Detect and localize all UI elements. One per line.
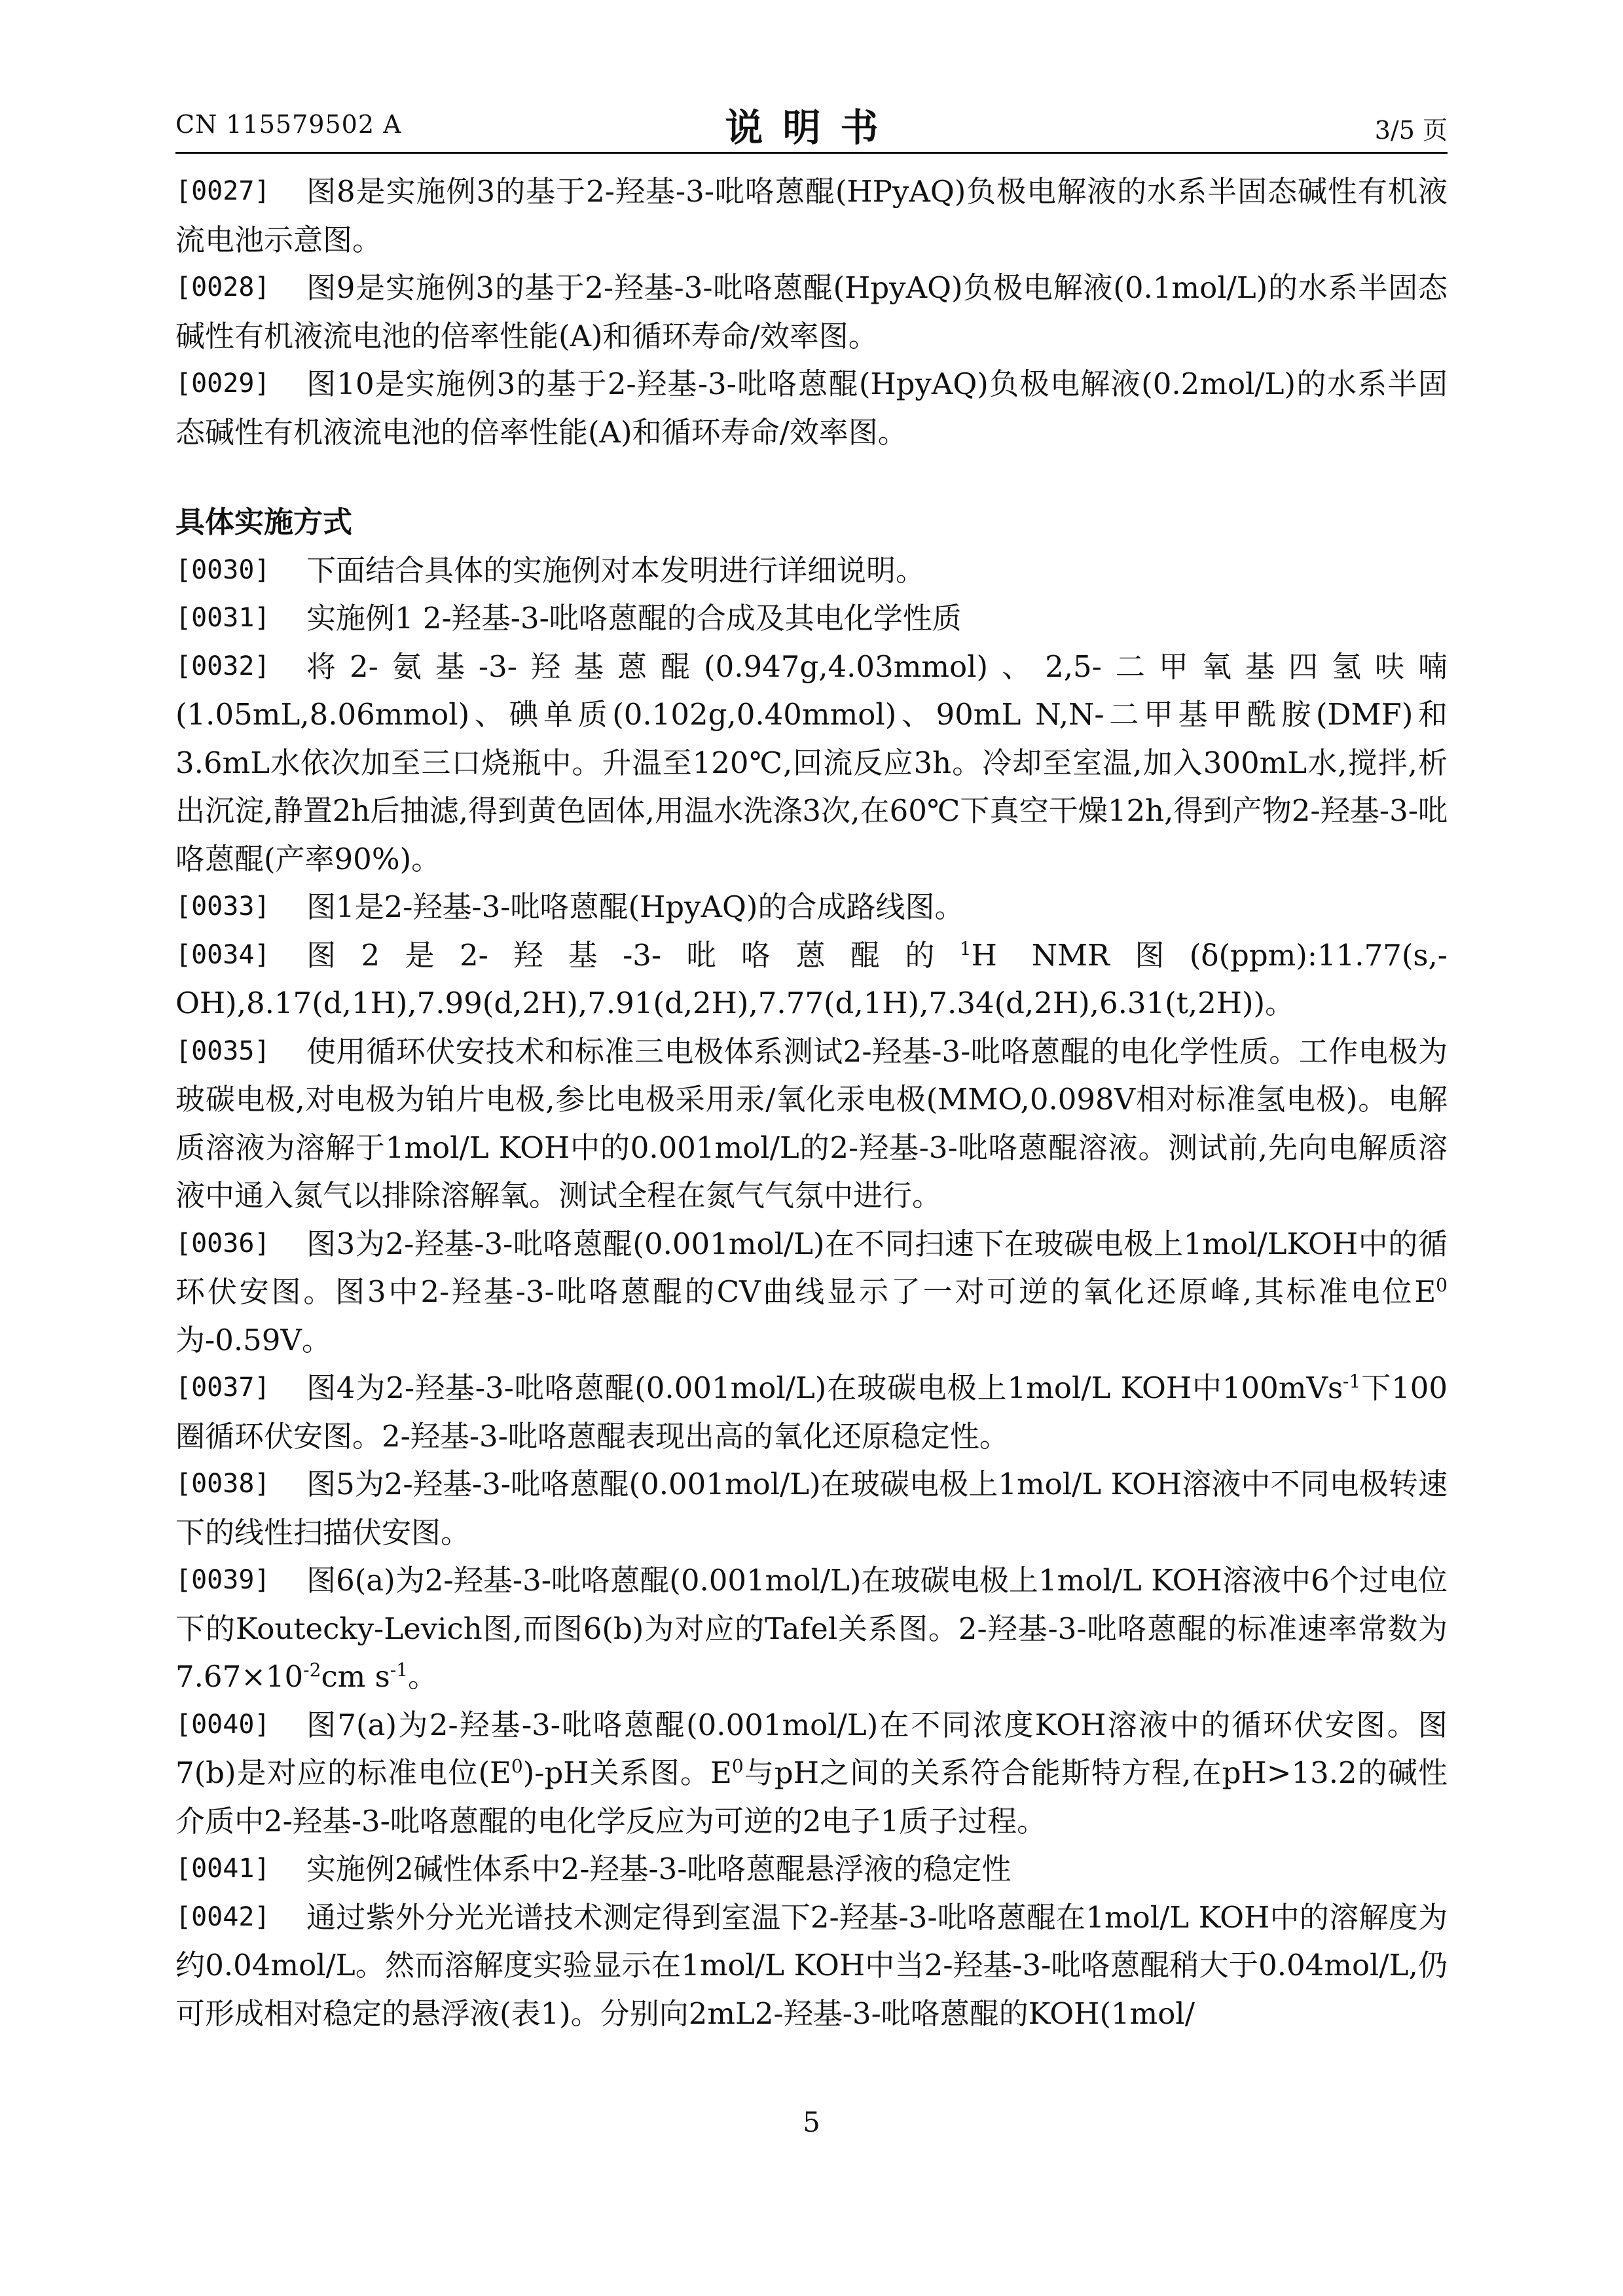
paragraph-number: [0037]: [175, 1372, 270, 1403]
paragraph-0032: [175, 643, 1448, 884]
section-heading: 具体实施方式: [175, 505, 353, 539]
paragraph-text: 使用循环伏安技术和标准三电极体系测试2-羟基-3-吡咯蒽醌的电化学性质。工作电极为玻碳电极,对电极为铂片电极,参比电极采用汞/氧化汞电极(MMO,0.098V相对标准氢电极)。电解质溶液为溶解于1mol/L KOH中的0.001mol/L的2-羟基-3-吡咯蒽醌溶液。测试前,先向电解质溶液中通入氮气以排除溶解氧。测试全程在氮气气氛中进行。: [175, 1033, 1448, 1213]
paragraph-number: [0033]: [175, 891, 270, 922]
paragraph-text: 下面结合具体的实施例对本发明进行详细说明。: [306, 552, 926, 588]
text-segment: )-pH关系图。E: [522, 1755, 732, 1790]
paragraph-text: [175, 1556, 1448, 1701]
text-segment: 图3为2-羟基-3-吡咯蒽醌(0.001mol/L)在不同扫速下在玻碳电极上1mol/LKOH中的循环伏安图。图3中2-羟基-3-吡咯蒽醌的CV曲线显示了一对可逆的氧化还原峰,其标准电位E: [175, 1226, 1448, 1309]
paragraph-number: [0030]: [175, 554, 270, 585]
paragraph-0030: [175, 547, 1448, 595]
paragraph-number: [0034]: [175, 939, 270, 970]
superscript: 1: [959, 937, 972, 960]
paragraph-number: [0032]: [175, 651, 270, 681]
superscript: -1: [390, 1659, 409, 1681]
text-segment: 为-0.59V。: [175, 1322, 331, 1357]
paragraph-0033: [175, 883, 1448, 931]
text-segment: 。: [408, 1659, 438, 1694]
document-body: [175, 168, 1448, 2037]
paragraph-number: [0038]: [175, 1469, 270, 1499]
paragraph-text: 图1是2-羟基-3-吡咯蒽醌(HpyAQ)的合成路线图。: [306, 889, 964, 924]
paragraph-0037: [175, 1364, 1448, 1460]
text-segment: 图7(a)为2-羟基-3-吡咯蒽醌(0.001mol/L)在不同浓度KOH溶液中的循环伏安图。图7(b)是对应的标准电位(E: [175, 1707, 1448, 1790]
paragraph-0036: [175, 1220, 1448, 1365]
paragraph-number: [0041]: [175, 1854, 270, 1884]
paragraph-0029: [175, 360, 1448, 456]
paragraph-text: 图5为2-羟基-3-吡咯蒽醌(0.001mol/L)在玻碳电极上1mol/L KOH溶液中不同电极转速下的线性扫描伏安图。: [175, 1467, 1448, 1550]
paragraph-0035: [175, 1028, 1448, 1220]
superscript: -2: [303, 1659, 321, 1681]
superscript: 0: [1436, 1274, 1448, 1296]
paragraph-0034: [175, 931, 1448, 1028]
paragraph-number: [0027]: [175, 176, 270, 206]
superscript: 0: [731, 1755, 744, 1777]
paragraph-text: [175, 1701, 1448, 1846]
patent-number: CN 115579502 A: [175, 110, 402, 139]
text-segment: 图6(a)为2-羟基-3-吡咯蒽醌(0.001mol/L)在玻碳电极上1mol/L KOH溶液中6个过电位下的Koutecky-Levich图,而图6(b)为对应的Tafel关系图。2-羟基-3-吡咯蒽醌的标准速率常数为7.67×10: [175, 1563, 1448, 1694]
text-segment: H NMR图(δ(ppm):11.77(s,-OH),8.17(d,1H),7.99(d,2H),7.91(d,2H),7.77(d,1H),7.34(d,2H),6.31(t,2H))。: [175, 937, 1448, 1020]
page-number: 5: [803, 2106, 820, 2138]
paragraph-text: 实施例1 2-羟基-3-吡咯蒽醌的合成及其电化学性质: [306, 601, 962, 636]
paragraph-0031: [175, 594, 1448, 643]
text-segment: 与pH之间的关系符合能斯特方程,在pH>13.2的碱性介质中2-羟基-3-吡咯蒽醌的电化学反应为可逆的2电子1质子过程。: [175, 1755, 1448, 1839]
paragraph-text: 图10是实施例3的基于2-羟基-3-吡咯蒽醌(HpyAQ)负极电解液(0.2mol/L)的水系半固态碱性有机液流电池的倍率性能(A)和循环寿命/效率图。: [175, 367, 1448, 450]
paragraph-text: [175, 1364, 1448, 1460]
paragraph-number: [0036]: [175, 1228, 270, 1259]
paragraph-number: [0031]: [175, 603, 270, 633]
paragraph-number: [0039]: [175, 1565, 270, 1595]
paragraph-0041: [175, 1845, 1448, 1893]
paragraph-number: [0040]: [175, 1709, 270, 1740]
paragraph-0039: [175, 1556, 1448, 1701]
paragraph-number: [0042]: [175, 1901, 270, 1932]
paragraph-0040: [175, 1701, 1448, 1846]
paragraph-number: [0028]: [175, 272, 270, 302]
paragraph-text: 将2-氨基-3-羟基蒽醌(0.947g,4.03mmol)、2,5-二甲氧基四氢呋喃(1.05mL,8.06mmol)、碘单质(0.102g,0.40mmol)、90mL N,N-二甲基甲酰胺(DMF)和3.6mL水依次加至三口烧瓶中。升温至120℃,回流反应3h。冷却至室温,加入300mL水,搅拌,析出沉淀,静置2h后抽滤,得到黄色固体,用温水洗涤3次,在60℃下真空干燥12h,得到产物2-羟基-3-吡咯蒽醌(产率90%)。: [175, 649, 1448, 876]
document-title: 说明书: [725, 105, 898, 150]
text-segment: 图4为2-羟基-3-吡咯蒽醌(0.001mol/L)在玻碳电极上1mol/L KOH中100mVs: [306, 1371, 1343, 1405]
paragraph-0028: [175, 264, 1448, 360]
paragraph-0038: [175, 1460, 1448, 1556]
superscript: 0: [511, 1755, 523, 1777]
text-segment: 图2是2-羟基-3-吡咯蒽醌的: [306, 937, 960, 973]
paragraph-number: [0029]: [175, 368, 270, 399]
paragraph-text: 图9是实施例3的基于2-羟基-3-吡咯蒽醌(HpyAQ)负极电解液(0.1mol/L)的水系半固态碱性有机液流电池的倍率性能(A)和循环寿命/效率图。: [175, 270, 1448, 353]
paragraph-text: 实施例2碱性体系中2-羟基-3-吡咯蒽醌悬浮液的稳定性: [306, 1852, 1012, 1886]
paragraph-text: 通过紫外分光光谱技术测定得到室温下2-羟基-3-吡咯蒽醌在1mol/L KOH中的溶解度为约0.04mol/L。然而溶解度实验显示在1mol/L KOH中当2-羟基-3-吡咯蒽醌稍大于0.04mol/L,仍可形成相对稳定的悬浮液(表1)。分别向2mL2-羟基-3-吡咯蒽醌的KOH(1mol/: [175, 1899, 1448, 2031]
text-segment: cm s: [321, 1659, 390, 1694]
paragraph-0027: [175, 168, 1448, 264]
paragraph-text: [175, 1220, 1448, 1365]
text-segment: 下100圈循环伏安图。2-羟基-3-吡咯蒽醌表现出高的氧化还原稳定性。: [175, 1371, 1448, 1454]
paragraph-0042: [175, 1893, 1448, 2038]
paragraph-text: [175, 931, 1448, 1028]
superscript: -1: [1343, 1371, 1361, 1392]
paragraph-text: 图8是实施例3的基于2-羟基-3-吡咯蒽醌(HPyAQ)负极电解液的水系半固态碱性有机液流电池示意图。: [175, 174, 1448, 257]
header-rule: [175, 152, 1448, 154]
paragraph-number: [0035]: [175, 1035, 270, 1066]
page-indicator: 3/5 页: [1374, 116, 1448, 145]
